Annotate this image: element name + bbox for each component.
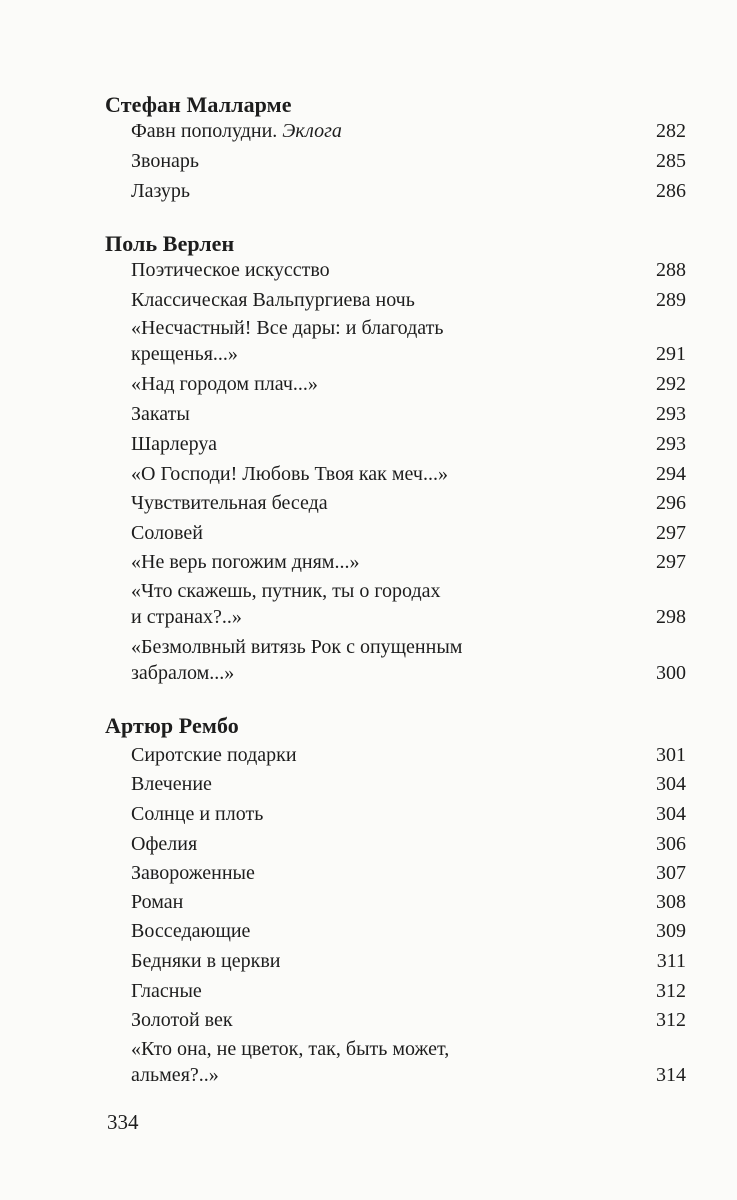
toc-entry-page: 304 bbox=[656, 773, 686, 795]
toc-entry bbox=[131, 742, 686, 768]
toc-entry-title: Закаты bbox=[131, 403, 190, 425]
toc-entry-title: Роман bbox=[131, 891, 184, 913]
toc-entry-title: Завороженные bbox=[131, 862, 255, 884]
toc-entry-title: Влечение bbox=[131, 773, 212, 795]
toc-entry-page: 298 bbox=[656, 606, 686, 628]
toc-entry-title: Классическая Вальпургиева ночь bbox=[131, 289, 415, 311]
toc-entry-title-line1: «Что скажешь, путник, ты о городах bbox=[131, 580, 441, 602]
author-heading-rimbaud: Артюр Рембо bbox=[105, 713, 239, 738]
toc-entry-page: 285 bbox=[656, 150, 686, 172]
toc-entry-page: 293 bbox=[656, 403, 686, 425]
toc-entry-title-line2: альмея?..» bbox=[131, 1064, 219, 1086]
toc-entry bbox=[131, 578, 686, 630]
toc-entry-title: Солнце и плоть bbox=[131, 803, 264, 825]
toc-entry-page: 304 bbox=[656, 803, 686, 825]
page-number: 334 bbox=[107, 1110, 139, 1134]
toc-entry-page: 301 bbox=[656, 744, 686, 766]
toc-entry-title: «Над городом плач...» bbox=[131, 373, 318, 395]
toc-entry-title: Поэтическое искусство bbox=[131, 259, 330, 281]
toc-entry-title: Фавн пополудни. Эклога bbox=[131, 120, 342, 142]
toc-entry-title-line1: «Несчастный! Все дары: и благодать bbox=[131, 317, 444, 339]
toc-entry bbox=[131, 118, 686, 144]
toc-entry bbox=[131, 918, 686, 944]
toc-entry bbox=[131, 461, 686, 487]
toc-entry-page: 294 bbox=[656, 463, 686, 485]
toc-entry bbox=[131, 178, 686, 204]
toc-entry-title: Шарлеруа bbox=[131, 433, 217, 455]
toc-entry-page: 297 bbox=[656, 551, 686, 573]
toc-entry-page: 306 bbox=[656, 833, 686, 855]
toc-entry-title: Офелия bbox=[131, 833, 198, 855]
toc-entry bbox=[131, 771, 686, 797]
toc-entry-title: Чувствительная беседа bbox=[131, 492, 328, 514]
toc-entry-title: Восседающие bbox=[131, 920, 251, 942]
toc-entry-page: 286 bbox=[656, 180, 686, 202]
toc-entry bbox=[131, 520, 686, 546]
toc-entry bbox=[131, 889, 686, 915]
toc-entry bbox=[131, 634, 686, 686]
toc-entry-page: 293 bbox=[656, 433, 686, 455]
toc-entry bbox=[131, 287, 686, 313]
toc-entry bbox=[131, 371, 686, 397]
toc-entry bbox=[131, 490, 686, 516]
toc-entry-title: Гласные bbox=[131, 980, 202, 1002]
toc-entry-title-line1: «Безмолвный витязь Рок с опущенным bbox=[131, 636, 463, 658]
toc-entry bbox=[131, 549, 686, 575]
toc-entry bbox=[131, 257, 686, 283]
toc-entry-title-line2: и странах?..» bbox=[131, 606, 242, 628]
toc-entry bbox=[131, 431, 686, 457]
toc-entry bbox=[131, 1007, 686, 1033]
toc-entry bbox=[131, 1036, 686, 1088]
toc-entry-page: 282 bbox=[656, 120, 686, 142]
author-heading-mallarme: Стефан Малларме bbox=[105, 92, 292, 117]
toc-entry-title-line2: забралом...» bbox=[131, 662, 235, 684]
toc-entry-title-line1: «Кто она, не цветок, так, быть может, bbox=[131, 1038, 450, 1060]
toc-entry-page: 291 bbox=[656, 343, 686, 365]
toc-entry-title: Сиротские подарки bbox=[131, 744, 297, 766]
toc-entry bbox=[131, 860, 686, 886]
toc-entry bbox=[131, 831, 686, 857]
toc-entry bbox=[131, 948, 686, 974]
toc-entry-page: 314 bbox=[656, 1064, 686, 1086]
toc-entry-title: Золотой век bbox=[131, 1009, 233, 1031]
toc-entry bbox=[131, 315, 686, 367]
toc-entry-title: Лазурь bbox=[131, 180, 191, 202]
toc-entry-page: 312 bbox=[656, 980, 686, 1002]
toc-entry-page: 308 bbox=[656, 891, 686, 913]
toc-entry-title: Соловей bbox=[131, 522, 203, 544]
toc-entry-title: Бедняки в церкви bbox=[131, 950, 281, 972]
toc-entry-page: 289 bbox=[656, 289, 686, 311]
toc-entry-title: Звонарь bbox=[131, 150, 200, 172]
author-heading-verlaine: Поль Верлен bbox=[105, 231, 235, 256]
toc-entry-page: 311 bbox=[656, 950, 686, 972]
toc-entry-page: 312 bbox=[656, 1009, 686, 1031]
toc-entry bbox=[131, 978, 686, 1004]
toc-entry-page: 297 bbox=[656, 522, 686, 544]
toc-entry-page: 296 bbox=[656, 492, 686, 514]
toc-entry-page: 292 bbox=[656, 373, 686, 395]
toc-entry-page: 300 bbox=[656, 662, 686, 684]
toc-entry-page: 288 bbox=[656, 259, 686, 281]
toc-entry-title: «Не верь погожим дням...» bbox=[131, 551, 360, 573]
toc-entry-subtitle: Эклога bbox=[282, 120, 342, 142]
toc-entry-title-line2: крещенья...» bbox=[131, 343, 238, 365]
toc-entry-page: 307 bbox=[656, 862, 686, 884]
toc-entry-title: «О Господи! Любовь Твоя как меч...» bbox=[131, 463, 448, 485]
toc-entry bbox=[131, 801, 686, 827]
toc-entry-page: 309 bbox=[656, 920, 686, 942]
toc-entry bbox=[131, 401, 686, 427]
toc-entry bbox=[131, 148, 686, 174]
